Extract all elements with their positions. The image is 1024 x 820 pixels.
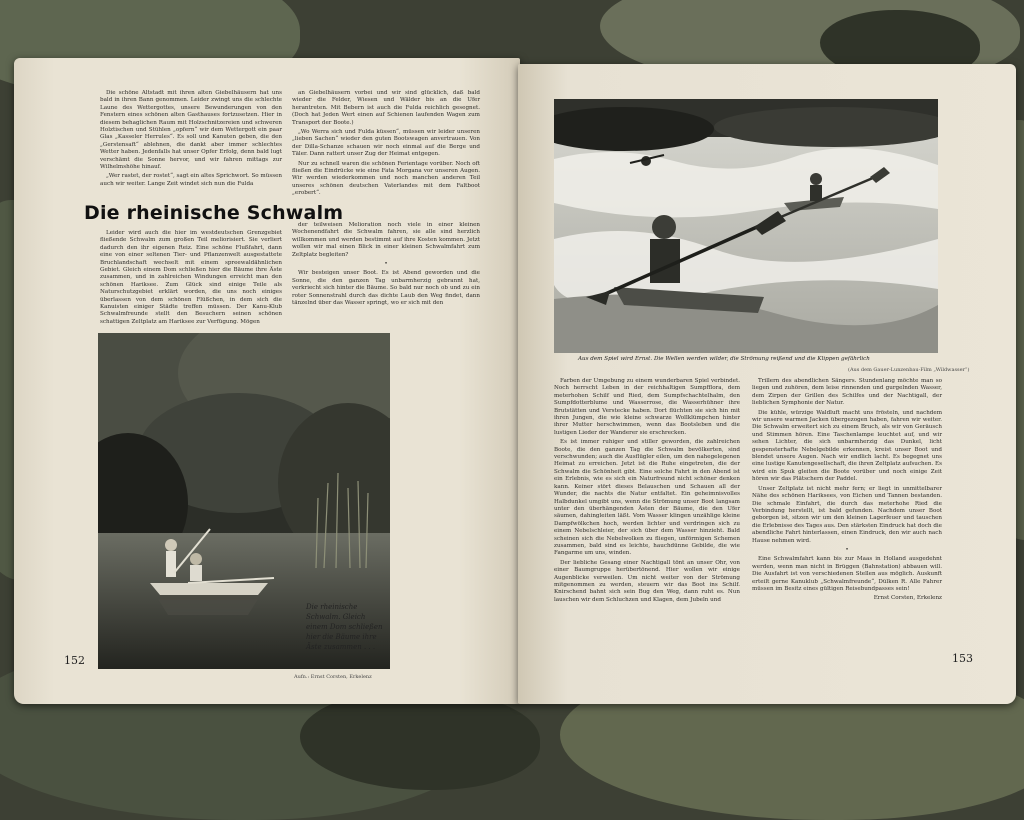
photo-caption: Aus dem Spiel wird Ernst. Die Wellen werden wilder, die Strömung reißend und die Klippen gefährlich [578,356,870,362]
paragraph: Eine Schwalmfahrt kann bis zur Maas in Holland ausgedehnt werden, wenn man nicht in Brüggen (Bahnstation) abbauen will. Die Ausfahrt ist von verschiedenen Stellen aus möglich. Auskunft erteilt gerne Kanuklub „Schwalmfreunde“, Dülken R. Alle Fahrer müssen im Besitz eines gültigen Reisebundpasses sein! [752,556,942,592]
paragraph: Farben der Umgebung zu einem wunderbaren Spiel verbindet. Noch herrscht Leben in der reichhaltigen Sumpfflora, dem meterhohen Schilf und Ried, dem Sumpfschachtelhalm, den Sumpfdotterblume und Wasserrose, die Wasserhühner ihre Brutstätten und Verstecke haben. Dort flüchten sie sich hin mit ihren Jungen, die wie kleine schwarze Wollklümpchen hinter ihrer Mutter herschwimmen, wenn das Bootsleben und die lustigen Lieder der Wanderer sie erschrecken. [554,378,740,436]
paragraph: Trillern des abendlichen Sängers. Stundenlang möchte man so liegen und zuhören, dem leise rinnenden und gurgelnden Wasser, dem Zirpen der Grillen des Schilfes und der Nachtigall, der lieblichen Symphonie der Natur. [752,378,942,407]
left-column-3 [100,230,282,328]
photo-credit: Aufn.: Ernst Corsten, Erkelenz [294,674,372,680]
section-divider: • [845,546,849,553]
paragraph: Der liebliche Gesang einer Nachtigall tönt an unser Ohr, von einer Baumgruppe herübertönend. Hier wollen wir einige Augenblicke verweilen. Um nicht weiter von der Strömung mitgenommen zu werden, steuern wir das Boot ins Schilf. Knirschend bahnt sich sein Bug den Weg, dann ruht es. Nun lauschen wir dem Schluchzen und Klagen, dem Jubeln und [554,559,740,603]
paragraph: Die schöne Altstadt mit ihren alten Giebelhäusern hat uns bald in ihren Bann genommen. Leider zwingt uns die schlechte Laune des Wettergottes, unsere Bewunderungen von den Fenstern eines schönen alten Gasthauses fortzusetzen. Hier in diesem behaglichen Raum mit Holzschnitzereien und schweren Holztischen und Stühlen „opfern“ wir dem Wettergott ein paar Glas „Kasseler Herrules“. Es soll und Kanuten geben, die den „Gerstensaft“ ablehnen, die dankt aber immer schlechtes Wetter haben. Jedenfalls hat unser Opfer Erfolg, denn bald lugt verschämt die Sonne hervor, und wir fahren mittags zur Wilhelmshöhe hinauf. [100,90,282,171]
author-signature: Ernst Corsten, Erkelenz [873,595,942,602]
paragraph: Wir besteigen unser Boot. Es ist Abend geworden und die Sonne, die den ganzen Tag unbarmherzig gebrannt hat, verkriecht sich hinter die Bäume. So bald nur noch ob und zu ein roter Sonnenstrahl durch das dichte Laub den Weg findet, dann tänzelnd über das Wasser springt, wo er sich mit den [292,270,480,307]
left-page [14,58,520,704]
paragraph: Nur zu schnell waren die schönen Ferientage vorüber. Noch oft fließen die Eindrücke wie eine Fata Morgana vor unseren Augen. Wir werden wiederkommen und noch manchen anderen Teil unseres schönen deutschen Vaterlandes mit dem Faltboot „erobert“. [292,160,480,197]
photo-caption: Die rheinische Schwalm. Gleich einem Dom schließen hier die Bäume ihre Äste zusammen . . . [306,603,383,651]
right-column-1 [554,378,740,606]
paragraph: Die kühle, würzige Waldluft macht uns frösteln, und nachdem wir unsere warmen Jacken übergezogen haben, fahren wir weiter. Die Schwalm erweitert sich zu einem Bruch, als wir von Geräusch und Stimmen hören. Eine Taschenlampe leuchtet auf, und wir sehen Lichter, die sich unbarmherzig das Dunkel, licht gespensterhafte Nebelgebilde erkennen, kreist unser Boot und blendet unsere Augen. Nach wir endlich lacht. Es begegnet uns eine lustige Kanutengesellschaft, die ihren Zeltplatz aufsuchen. Es wird ein Spuk gleiten die Boote vorüber und noch einige Zeit hören wir das Plätschern der Paddel. [752,409,942,483]
left-column-2 [292,90,480,200]
paragraph: an Giebelhäusern vorbei und wir sind glücklich, daß bald wieder die Felder, Wiesen und Wälder bis an die Ufer herantreten. Mit Bebern ist auch die Fulda reichlich gesegnet. (Doch hat Jeden Wert einen auf Schienen laufenden Wagen zum Transport der Boote.) [292,90,480,126]
photo-credit: (Aus dem Gauer-Lunzenbau-Film „Wildwasser“) [848,367,970,373]
page-number: 152 [64,654,85,667]
page-number: 153 [952,652,973,665]
left-column-4 [292,222,480,309]
paragraph: „Wer rastet, der rostet“, sagt ein altes Sprichwort. So müssen auch wir weiter. Lange Zeit windet sich nun die Fulda [100,173,282,187]
paragraph: Unser Zeltplatz ist nicht mehr fern; er liegt in unmittelbarer Nähe des schönen Hariksees, von Eichen und Tannen bestanden. Die schmale Einfahrt, die durch das meterhohe Ried die Verbindung herstellt, ist bald gefunden. Nachdem unser Boot geborgen ist, sitzen wir um den kleinen Lagerfeuer und tauschen die Erlebnisse des Tages aus. Den stärksten Eindruck hat doch die abendliche Fahrt hinterlassen, einen Eindruck, den wir auch nach Hause nehmen wird. [752,485,942,544]
right-page [518,64,1016,704]
paragraph: der teilweisen Melioration noch viele in einer kleinen Wochenendfahrt die Schwalm fahren, sie alle sind herzlich willkommen und werden bestimmt auf ihre Kosten kommen. Jetzt wollen wir mal einen Blick in einer kleinen Schwalmfahrt zum Zeltplatz begleiten? [292,222,480,258]
paragraph: Leider wird auch die hier im westdeutschen Grenzgebiet fließende Schwalm zum großen Teil meliorisiert. Sie verliert dadurch den ihr eigenen Reiz. Eine schöne Flußfahrt, dann eine von einer seltenen Tier- und Pflanzenwelt ausgestattete Bruchlandschaft wechselt mit einem spreewaldähnlichen Gebiet. Gleich einem Dom schließen hier die Bäume ihre Äste zusammen, und in zahlreichen Windungen erreicht man den schönen Hariksee. Zum Glück sind einige Teile als Naturschutzgebiet erklärt worden, die uns noch einiges überlassen von dem schönen Flüßchen, in dem sich die Kanuisten einiger Städte treffen müssen. Der Kanu-Klub Schwalmfreunde stellt den Besuchern seinen schönen schattigen Zeltplatz am Hariksee zur Verfügung. Mögen [100,230,282,325]
section-divider: • [384,261,388,268]
left-column-1 [100,90,282,190]
whitewater-scene-illustration [554,99,938,353]
article-headline: Die rheinische Schwalm [84,202,344,224]
paragraph: Es ist immer ruhiger und stiller geworden, die zahlreichen Boote, die den ganzen Tag die Schwalm bevölkerten, sind verschwunden; auch die Ausflügler eilen, um den nahegelegenen Heimat zu erreichen. Jetzt ist die Ruhe eingetreten, die der Schwalm die Schönheit gibt. Eine solche Fahrt in den Abend ist ein Erlebnis, wie es sich ein Naturfreund nicht schöner denken kann. Keiner stört dieses Belauschen und Schauen all der Wunder, die nachts die Natur entfaltet. Ein geheimnisvolles Halbdunkel umgibt uns, wenn die Strömung unser Boot langsam unter den überhängenden Ästen der Bäume, die den Ufer säumen, dahingleiten läßt. Vom Wasser klingen unzählige kleine Dampfwölkchen hoch, werden lichter und verdringen sich zu einem Nebelschleier, der sich über dem Wasser hinzieht. Bald scheinen sich die Nebelwolken zu fliegen, unförmigen Schemen zusammen, bald sind es leichte, hauchdünne Gebilde, die wie Fangarme um uns, winden. [554,439,740,557]
right-column-2 [752,378,942,605]
paragraph: „Wo Werra sich und Fulda küssen“, müssen wir leider unseren „lieben Sachen“ wieder den guten Bootswagen anvertrauen. Von der Dilla-Schanze schauen wir noch einmal auf die Berge und Täler. Dann rattert unser Zug der Heimat entgegen. [292,129,480,158]
kayak-rapids-photo [554,99,938,353]
